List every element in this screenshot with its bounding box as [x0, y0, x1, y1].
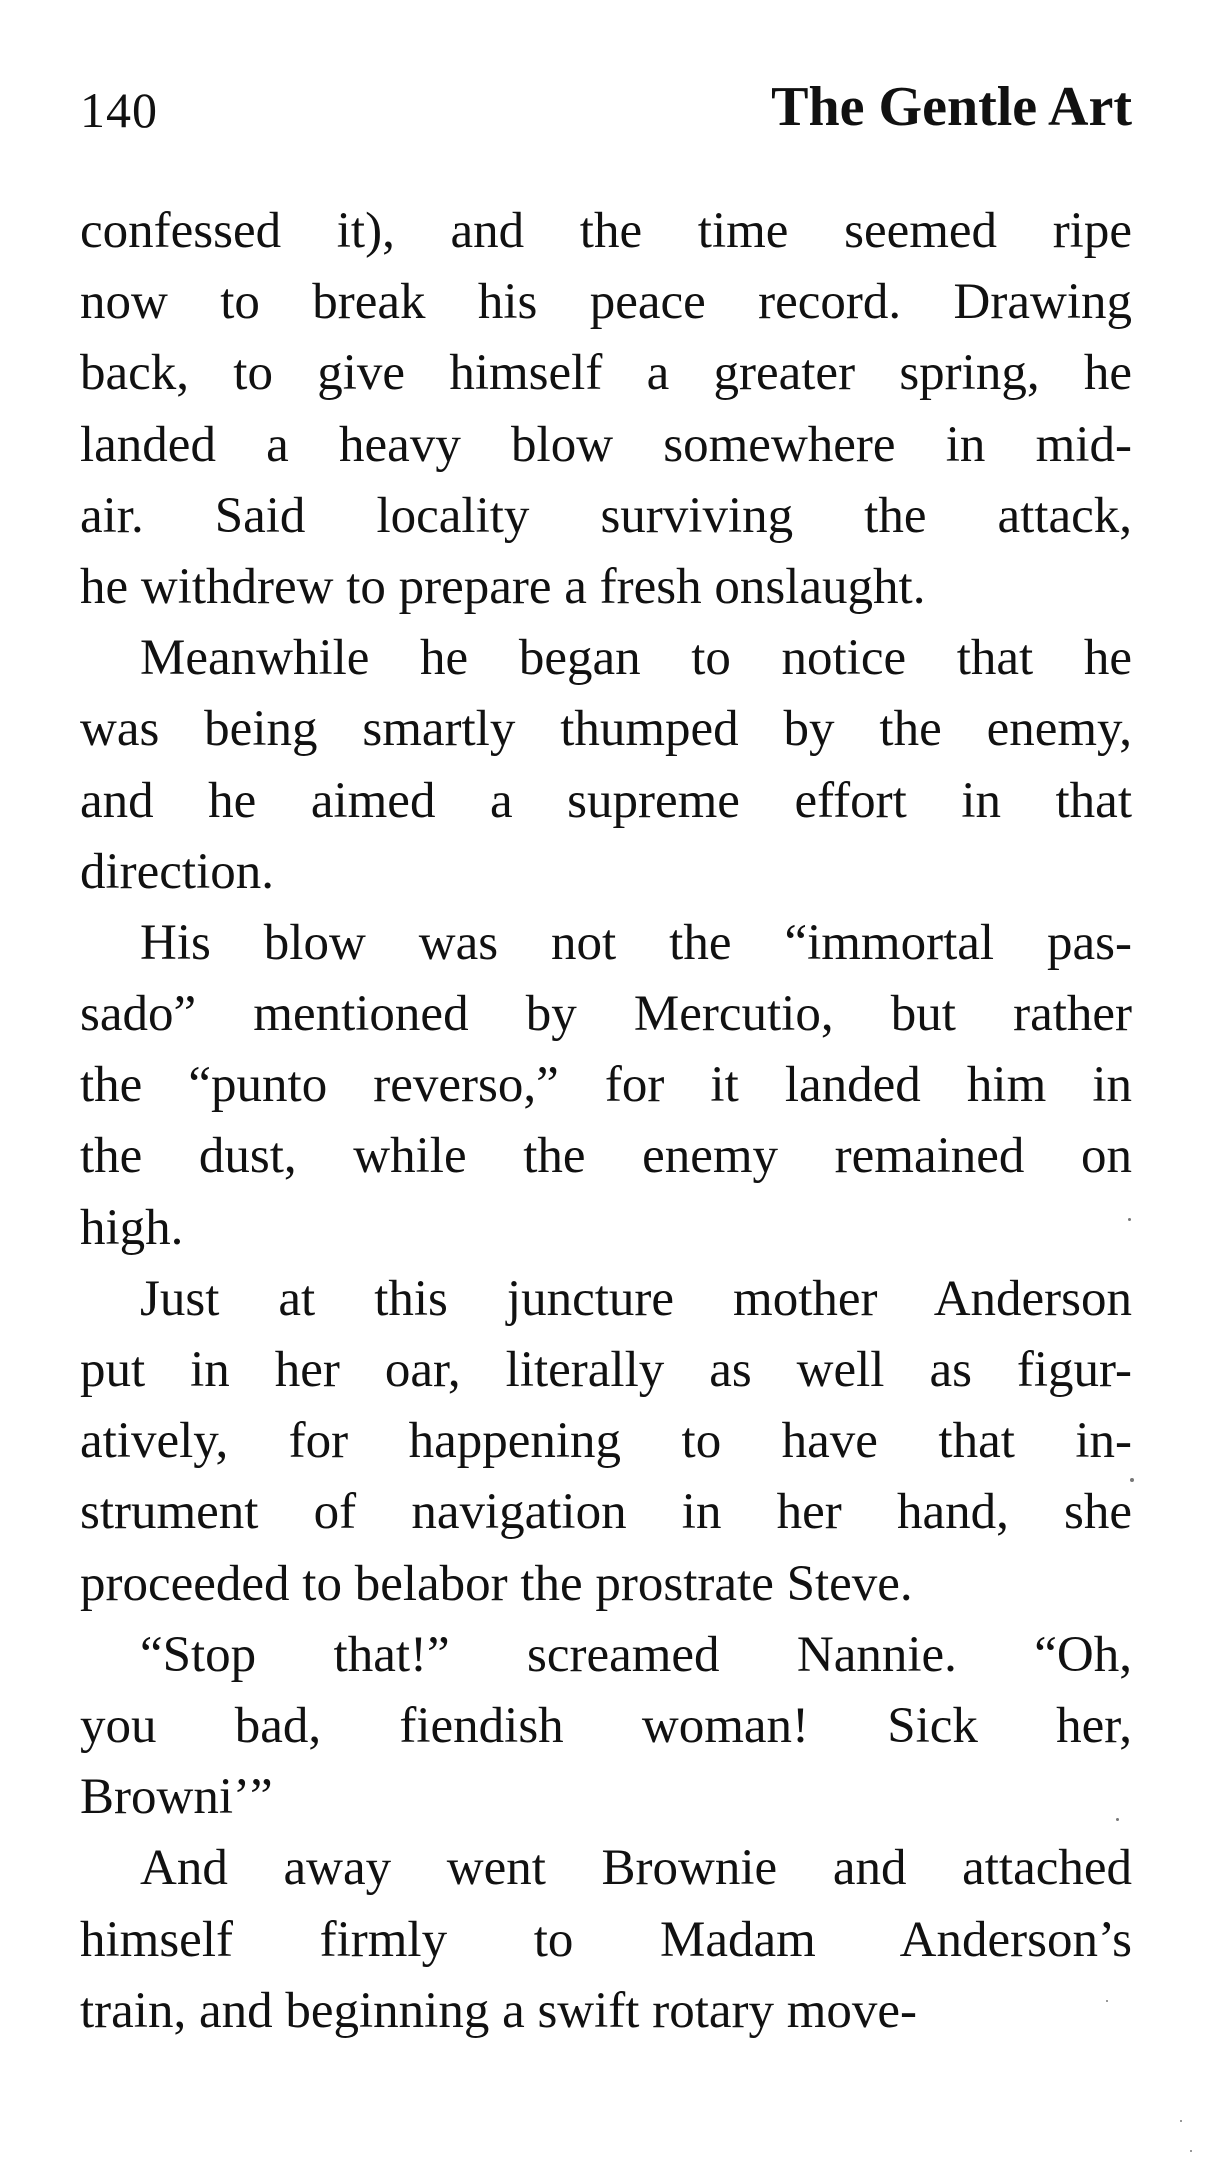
text-line: “Stop that!” screamed Nannie. “Oh,	[140, 1626, 1132, 1683]
text-line: proceeded to belabor the prostrate Steve.	[80, 1555, 913, 1612]
text-line: put in her oar, literally as well as figur-	[80, 1342, 1132, 1398]
text-line: air. Said locality surviving the attack,	[80, 487, 1132, 544]
text-line: Just at this juncture mother Anderson	[140, 1270, 1132, 1327]
paragraph	[80, 1833, 1132, 2047]
text-line: high.	[80, 1199, 184, 1256]
text-line: the dust, while the enemy remained on	[80, 1128, 1132, 1185]
book-title: The Gentle Art	[771, 76, 1132, 138]
scan-speck	[1190, 2150, 1192, 2152]
paragraph	[80, 623, 1132, 908]
page-number: 140	[80, 82, 158, 138]
text-line: you bad, fiendish woman! Sick her,	[80, 1697, 1132, 1754]
text-line: sado” mentioned by Mercutio, but rather	[80, 986, 1132, 1043]
text-line: was being smartly thumped by the enemy,	[80, 701, 1132, 758]
paragraph	[80, 196, 1132, 623]
text-line: back, to give himself a greater spring, he	[80, 345, 1132, 402]
text-line: himself firmly to Madam Anderson’s	[80, 1911, 1132, 1968]
running-head	[80, 72, 1132, 152]
scan-speck	[1180, 2120, 1182, 2122]
text-line: landed a heavy blow somewhere in mid-	[80, 416, 1132, 473]
text-line: atively, for happening to have that in-	[80, 1413, 1132, 1470]
paragraph	[80, 1264, 1132, 1620]
text-line: now to break his peace record. Drawing	[80, 274, 1132, 331]
scan-speck	[1130, 1478, 1134, 1482]
paragraph	[80, 1620, 1132, 1834]
scan-speck	[1128, 1218, 1131, 1221]
text-line: And away went Brownie and attached	[140, 1840, 1132, 1897]
text-line: His blow was not the “immortal pas-	[140, 914, 1132, 971]
text-line: strument of navigation in her hand, she	[80, 1484, 1132, 1541]
scan-speck	[1106, 2000, 1108, 2002]
text-line: he withdrew to prepare a fresh onslaught.	[80, 558, 926, 615]
text-line: direction.	[80, 843, 275, 900]
text-line: and he aimed a supreme effort in that	[80, 772, 1132, 829]
body-text	[80, 196, 1132, 2047]
text-line: Meanwhile he began to notice that he	[140, 630, 1132, 687]
text-line: Browni’”	[80, 1769, 273, 1826]
text-line: the “punto reverso,” for it landed him in	[80, 1057, 1132, 1114]
text-line: confessed it), and the time seemed ripe	[80, 203, 1132, 259]
paragraph	[80, 908, 1132, 1264]
scan-speck	[1116, 1818, 1119, 1821]
text-line: train, and beginning a swift rotary move-	[80, 1982, 918, 2039]
